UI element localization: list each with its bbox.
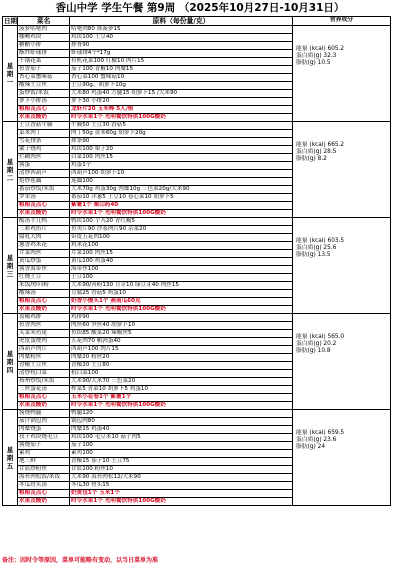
menu-body — [3, 26, 391, 506]
dish-name: 红烧土豆 — [18, 274, 70, 282]
dish-ingredients: 时令水果1个 光明餐饮特供100G酸奶 — [70, 210, 293, 218]
dish-name: 孜子鸡块烧毛豆 — [18, 434, 70, 442]
dish-name: 酷汤芋儿鸭 — [18, 218, 70, 226]
nutrition-spacer — [294, 410, 389, 430]
dish-name: 罗宋汤 — [18, 194, 70, 202]
dish-name: 水果及酸奶 — [18, 114, 70, 122]
dish-name: 酱蛋 — [18, 162, 70, 170]
day-label-char: 期 — [6, 261, 14, 270]
nutrition-cell — [293, 218, 391, 314]
day-label-char: 星 — [6, 253, 14, 262]
nutrition-value: 能量 (kcal) 665.2 — [296, 142, 345, 148]
dish-name: 鱼香茄子 — [18, 66, 70, 74]
dish-name: 水果及酸奶 — [18, 306, 70, 314]
dish-name: 素鸡 — [18, 450, 70, 458]
dish-ingredients: 时令水果1个 光明餐饮特供100G酸奶 — [70, 306, 293, 314]
dish-ingredients: 榨菜5 青菜10 胡萝卜5 鸡蛋10 — [70, 386, 293, 394]
nutrition-cell — [293, 122, 391, 218]
dish-ingredients: 西葫芦100 胡萝卜10 — [70, 170, 293, 178]
dish-name: 米饭/炒河粉 — [18, 282, 70, 290]
dish-ingredients: 冬瓜30 骨头15 — [70, 482, 293, 490]
header-day: 日期 — [4, 16, 17, 25]
nutrition-cell — [293, 410, 391, 506]
day-label-char: 二 — [6, 173, 14, 182]
dish-ingredients: 咕咾肉80 淮菠萝15 — [70, 26, 293, 34]
nutrition-cell — [293, 26, 391, 122]
dish-name: 糖醋小排 — [18, 42, 70, 50]
day-label-char: 三 — [6, 269, 14, 278]
dish-name: 雪花排条 — [18, 138, 70, 146]
dish-name: 水果及酸奶 — [18, 210, 70, 218]
dish-name: 蔷椒鸡排 — [18, 314, 70, 322]
dish-ingredients: 海带丝100 — [70, 266, 293, 274]
dish-ingredients: 鱼类片90 沙茶肉片90 杂菜20 — [70, 226, 293, 234]
nutrition-value: 蛋白质(g) 25.6 — [296, 245, 337, 251]
dish-name: 清炒杭白菜 — [18, 370, 70, 378]
dish-name: 酱香海带丝 — [18, 266, 70, 274]
dish-ingredients: 青椒20 土豆80 — [70, 362, 293, 370]
table-row — [3, 410, 391, 418]
dish-ingredients: 大米70g 鸡蛋30g 肉糜10g 三色菜20g/大米90 — [70, 186, 293, 194]
header-dish: 菜名 — [18, 17, 70, 26]
dish-ingredients: 杭白菜100 — [70, 370, 293, 378]
day-label — [3, 314, 18, 410]
page-title: 香山中学 学生午餐 第9周 （2025年10月27日-10月31日） — [55, 2, 345, 14]
dish-name: 芙菜米鱼尾 — [18, 330, 70, 338]
dish-name: 冬瓜骨头汤 — [18, 482, 70, 490]
dish-name: 青椒土豆丝 — [18, 362, 70, 370]
dish-ingredients: 牛腩50 土豆30 香菇5 — [70, 122, 293, 130]
dish-name: 酥炸虾球排 — [18, 50, 70, 58]
dish-name: 粟子烧鸡 — [18, 146, 70, 154]
nutrition-value: 脂肪(g) 10.8 — [296, 348, 331, 354]
nutrition-value: 脂肪(g) 10.5 — [296, 60, 331, 66]
dish-ingredients: 肉糜20 粉丝20 — [70, 354, 293, 362]
nutrition-value: 能量 (kcal) 603.5 — [296, 238, 345, 244]
day-label-char: 期 — [6, 165, 14, 174]
dish-name: 粗粮及点心 — [18, 394, 70, 402]
footer-note: 备注：因时令等原因，菜单可能略有变动，以当日菜单为准 — [2, 557, 159, 564]
dish-name: 清炒西葫芦 — [18, 170, 70, 178]
nutrition-value: 能量 (kcal) 659.5 — [296, 430, 345, 436]
table-row — [3, 218, 391, 226]
day-label-char: 期 — [6, 357, 14, 366]
dish-ingredients: 时令水果1个 光明餐饮特供100G酸奶 — [70, 402, 293, 410]
dish-name: 土豆香菇牛腩 — [18, 122, 70, 130]
table-row — [3, 122, 391, 130]
day-label — [3, 218, 18, 314]
dish-name: 炝炒莲藕 — [18, 178, 70, 186]
dish-name: 西葫芦肉片 — [18, 346, 70, 354]
nutrition-value: 脂肪(g) 13.5 — [296, 252, 331, 258]
nutrition-cell — [293, 314, 391, 410]
dish-ingredients: 鸡蛋1个 — [70, 162, 293, 170]
dish-ingredients: 大米90/大米70 三色菜20 — [70, 378, 293, 386]
dish-ingredients: 鸭块100 芋艿20 青红椒5 — [70, 218, 293, 226]
dish-ingredients: 莲藕100 — [70, 178, 293, 186]
dish-ingredients: 青椒15 茄子10 土豆75 — [70, 458, 293, 466]
dish-ingredients: 大米90 海苔肉松12/大米90 — [70, 474, 293, 482]
dish-name: 水果及酸奶 — [18, 402, 70, 410]
dish-name: 酸辣汤 — [18, 290, 70, 298]
nutrition-value: 蛋白质(g) 28.5 — [296, 149, 337, 155]
table-row — [3, 26, 391, 34]
dish-name: 肉糜烧蛋 — [18, 426, 70, 434]
dish-name: 粗粮及点心 — [18, 490, 70, 498]
dish-ingredients: 玉米小花卷1个 紫薯1个 — [70, 394, 293, 402]
dish-ingredients: 肉丁50g 黄米60g 胡萝卜20g — [70, 130, 293, 138]
dish-name: 烂糊肉丝 — [18, 154, 70, 162]
dish-name: 菜米肉丁 — [18, 130, 70, 138]
nutrition-value: 脂肪(g) 8.2 — [296, 156, 327, 162]
day-label-char: 一 — [6, 77, 14, 86]
dish-name: 芹菜肉丝 — [18, 250, 70, 258]
dish-ingredients: 土豆100 — [70, 274, 293, 282]
day-label-char: 星 — [6, 157, 14, 166]
dish-ingredients: 鸡排90 — [70, 314, 293, 322]
dish-ingredients: 排骨90 — [70, 42, 293, 50]
dish-name: 甘蓝炒粉丝 — [18, 466, 70, 474]
dish-name: 茄汁锅包肉 — [18, 418, 70, 426]
dish-name: 咖喱鸡块 — [18, 34, 70, 42]
dish-name: 干锅花菜 — [18, 58, 70, 66]
dish-ingredients: 豆腐25 香菇5 鸡蛋10 — [70, 290, 293, 298]
dish-ingredients: 番茄10 洋葱5 土豆10 卷心菜10 胡萝卜5 — [70, 194, 293, 202]
day-label-char: 星 — [6, 349, 14, 358]
dish-ingredients: 黄瓜100 鸡蛋40 — [70, 258, 293, 266]
dish-ingredients: 杏心菜100 蟹味菇10 — [70, 74, 293, 82]
dish-ingredients: 虾球排4个*17g — [70, 50, 293, 58]
dish-name: 肉糜粉丝 — [18, 354, 70, 362]
nutrition-value: 蛋白质(g) 32.3 — [296, 53, 337, 59]
dish-name: 粗粮及点心 — [18, 202, 70, 210]
dish-ingredients: 茄子100 — [70, 442, 293, 450]
header-row — [3, 17, 391, 26]
dish-ingredients: 芹菜100 肉丝15 — [70, 250, 293, 258]
day-label-char: 期 — [6, 453, 14, 462]
dish-name: 酱烧茄子 — [18, 442, 70, 450]
day-label — [3, 26, 18, 122]
dish-ingredients: 西葫芦100 肉片15 — [70, 346, 293, 354]
dish-name: 扬州炒饭/米饭 — [18, 378, 70, 386]
dish-name: 杏心菜蟹味菇 — [18, 74, 70, 82]
dish-name: 虎皮蛋烧肉 — [18, 338, 70, 346]
dish-ingredients: 素鸡100 — [70, 450, 293, 458]
dish-ingredients: 奶黄包1个 玉米1个 — [70, 490, 293, 498]
day-label — [3, 122, 18, 218]
dish-ingredients: 鸭腿120 — [70, 410, 293, 418]
nutrition-spacer — [294, 26, 389, 46]
dish-ingredients: 时令水果1个 光明餐饮特供100G酸奶 — [70, 114, 293, 122]
dish-ingredients: 大米90/河粉130 豆芽10 绿豆芽40 肉丝15 — [70, 282, 293, 290]
header-nutrition: 营养成分 — [293, 17, 391, 26]
nutrition-spacer — [294, 218, 389, 238]
day-label-char: 星 — [6, 445, 14, 454]
dish-name: 酸辣土豆丝 — [18, 82, 70, 90]
nutrition-value: 能量 (kcal) 565.0 — [296, 334, 345, 340]
dish-ingredients: 奶香小馒头1个 燕南瓜60克 — [70, 298, 293, 306]
dish-ingredients: 时令水果1个 光明餐饮特供100G酸奶 — [70, 498, 293, 506]
dish-ingredients: 有机花菜100 红椒10 肉片15 — [70, 58, 293, 66]
dish-name: 酱烧鸭腿 — [18, 410, 70, 418]
dish-ingredients: 鱼块85 酸菜20 辣椒丝5 — [70, 330, 293, 338]
dish-name: 粗粮及点心 — [18, 106, 70, 114]
dish-ingredients: 紫薯1个 桑山药40 — [70, 202, 293, 210]
dish-name: 三彩鸡鱼片 — [18, 226, 70, 234]
nutrition-spacer — [294, 314, 389, 334]
dish-ingredients: 肉丝60 笋丝40 胡萝卜10 — [70, 322, 293, 330]
dish-ingredients: 鸡块100 毛豆米10 菇子肉5 — [70, 434, 293, 442]
nutrition-spacer — [294, 122, 389, 142]
menu-table — [2, 16, 391, 506]
day-label-char: 星 — [6, 61, 14, 70]
header-ingredients: 原料（每份量/克） — [70, 17, 293, 26]
day-label — [3, 410, 18, 506]
dish-ingredients: 萝卜30 小排20 — [70, 98, 293, 106]
dish-name: 水果及酸奶 — [18, 498, 70, 506]
dish-ingredients: 五花肉70 鹌鹑蛋40 — [70, 338, 293, 346]
nutrition-value: 脂肪(g) 24 — [296, 444, 326, 450]
dish-name: 黄瓜炒蛋 — [18, 258, 70, 266]
dish-ingredients: 龙虾片20 玉米棒 5人/根 — [70, 106, 293, 114]
table-row — [3, 314, 391, 322]
dish-ingredients: 鸡块100 土豆40 — [70, 34, 293, 42]
dish-name: 腐乳大肉 — [18, 234, 70, 242]
nutrition-value: 能量 (kcal) 605.2 — [296, 46, 345, 52]
dish-name: 鱼香肉丝 — [18, 322, 70, 330]
dish-name: 番茄炒饭/米饭 — [18, 186, 70, 194]
nutrition-value: 蛋白质(g) 23.6 — [296, 437, 337, 443]
dish-ingredients: 茄子100 青椒10 肉糜15 — [70, 66, 293, 74]
dish-name: 蛋炒饭/米饭 — [18, 90, 70, 98]
day-label-char: 期 — [6, 69, 14, 78]
dish-name: 菠萝咕咾肉 — [18, 26, 70, 34]
dish-ingredients: 甘蓝100 粉丝10 — [70, 466, 293, 474]
dish-name: 粗粮及点心 — [18, 298, 70, 306]
dish-ingredients: 鸡块100 栗子20 — [70, 146, 293, 154]
dish-ingredients: 锅包肉80 — [70, 418, 293, 426]
nutrition-value: 蛋白质(g) 20.2 — [296, 341, 337, 347]
dish-name: 地三鲜 — [18, 458, 70, 466]
dish-ingredients: 白菜100 肉丝15 — [70, 154, 293, 162]
dish-ingredients: 排条90 — [70, 138, 293, 146]
dish-ingredients: 鸡米花100 — [70, 242, 293, 250]
dish-ingredients: 土豆90g、胡萝卜10g — [70, 82, 293, 90]
day-label-char: 五 — [6, 461, 14, 470]
dish-ingredients: 大米80 鸡蛋40 方腿15 胡萝卜15 /大米90 — [70, 90, 293, 98]
dish-ingredients: 带皮五花肉100 — [70, 234, 293, 242]
day-label-char: 四 — [6, 365, 14, 374]
dish-name: 海苔肉松饭/米饭 — [18, 474, 70, 482]
dish-name: 三丝蛋花汤 — [18, 386, 70, 394]
dish-ingredients: 肉糜15 鸡蛋40 — [70, 426, 293, 434]
dish-name: 葱香鸡米花 — [18, 242, 70, 250]
dish-name: 萝卜小排汤 — [18, 98, 70, 106]
